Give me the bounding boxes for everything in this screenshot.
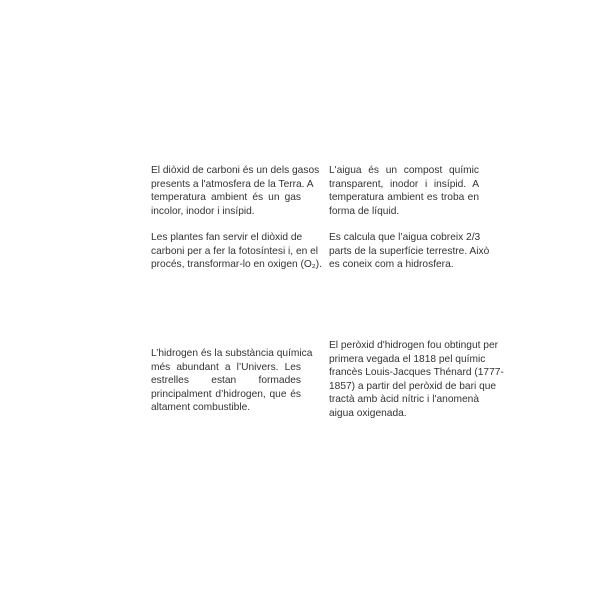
text-line: es coneix com a hidrosfera. xyxy=(329,259,454,270)
text-line: primera vegada el 1818 pel químic xyxy=(329,353,486,365)
text-line: Les plantes fan servir el diòxid de xyxy=(151,232,303,243)
text-line: carboni per a fer la fotosíntesi i, en el xyxy=(151,245,319,257)
paragraph xyxy=(151,164,320,218)
text-line: forma de líquid. xyxy=(329,205,400,217)
text-line: principalment d’hidrogen, que és xyxy=(151,388,301,400)
text-line: Es calcula que l’aigua cobreix 2/3 xyxy=(329,232,481,243)
paragraph xyxy=(329,164,479,218)
text-line: tractà amb àcid nítric i l'anomenà xyxy=(329,394,479,405)
text-block-hydrogen xyxy=(151,347,313,428)
text-block-water xyxy=(329,164,490,285)
text-line: procés, transformar-lo en oxigen (O₂). xyxy=(151,259,322,270)
paragraph xyxy=(329,231,490,272)
text-line: L’hidrogen és la substància química xyxy=(151,348,313,359)
text-line: El diòxid de carboni és un dels gasos xyxy=(151,165,320,176)
text-line: transparent, inodor i insípid. A xyxy=(329,178,479,190)
paragraph xyxy=(329,339,504,420)
text-line: El peròxid d'hidrogen fou obtingut per xyxy=(329,340,499,351)
text-line: incolor, inodor i insípid. xyxy=(151,205,255,217)
text-block-hydrogen-peroxide xyxy=(329,339,504,433)
text-line: 1857) a partir del peròxid de bari que xyxy=(329,380,497,392)
paragraph xyxy=(151,231,322,272)
text-line: parts de la superfície terrestre. Això xyxy=(329,245,490,257)
text-line: presents a l'atmosfera de la Terra. A xyxy=(151,178,314,190)
text-line: altament combustible. xyxy=(151,402,251,413)
text-line: temperatura ambient es troba en xyxy=(329,192,479,203)
text-block-carbon-dioxide xyxy=(151,164,322,285)
text-line: francès Louis-Jacques Thénard (1777- xyxy=(329,367,504,378)
text-line: estrelles estan formades xyxy=(151,375,301,386)
text-line: L'aigua és un compost químic xyxy=(329,165,479,176)
text-line: més abundant a l’Univers. Les xyxy=(151,361,301,373)
text-line: aigua oxigenada. xyxy=(329,407,407,419)
text-line: temperatura ambient és un gas xyxy=(151,192,301,203)
paragraph xyxy=(151,347,313,415)
